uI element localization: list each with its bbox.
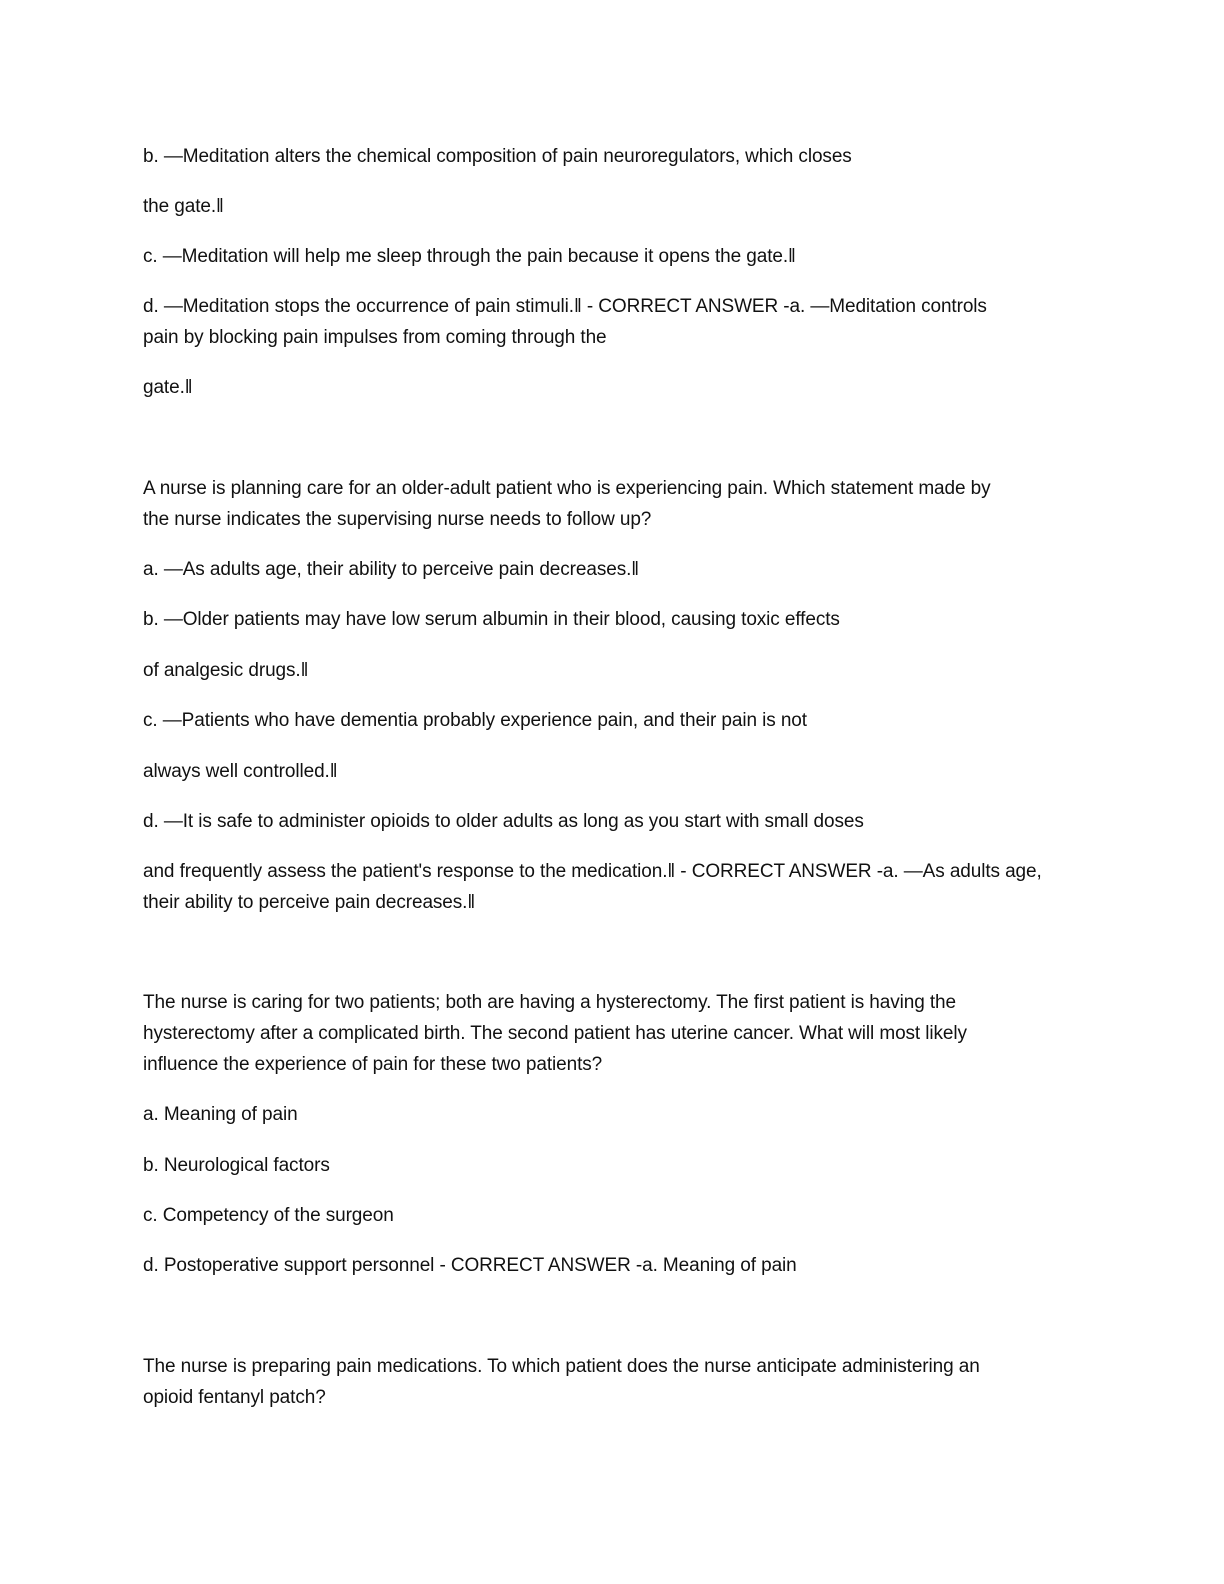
text-line: always well controlled.‖	[143, 761, 338, 782]
text-line: b. —Meditation alters the chemical composition of pain neuroregulators, which closes	[143, 146, 852, 167]
text-line: c. —Patients who have dementia probably experience pain, and their pain is not	[143, 710, 807, 731]
text-line: their ability to perceive pain decreases.‖	[143, 892, 476, 913]
text-line: c. Competency of the surgeon	[143, 1205, 394, 1226]
text-line: d. —Meditation stops the occurrence of pain stimuli.‖ - CORRECT ANSWER -a. —Meditation controls	[143, 296, 987, 317]
text-line: d. —It is safe to administer opioids to older adults as long as you start with small doses	[143, 811, 864, 832]
text-line: and frequently assess the patient's response to the medication.‖ - CORRECT ANSWER -a. —As adults age,	[143, 861, 1042, 882]
text-line: a. —As adults age, their ability to perceive pain decreases.‖	[143, 559, 640, 580]
text-line: A nurse is planning care for an older-adult patient who is experiencing pain. Which statement made by	[143, 478, 991, 499]
text-line: The nurse is preparing pain medications. To which patient does the nurse anticipate administering an	[143, 1356, 980, 1377]
text-line: influence the experience of pain for these two patients?	[143, 1054, 603, 1075]
text-line: hysterectomy after a complicated birth. The second patient has uterine cancer. What will most likely	[143, 1023, 967, 1044]
text-line: a. Meaning of pain	[143, 1104, 298, 1125]
text-line: pain by blocking pain impulses from coming through the	[143, 327, 607, 348]
text-line: b. —Older patients may have low serum albumin in their blood, causing toxic effects	[143, 609, 840, 630]
text-line: The nurse is caring for two patients; both are having a hysterectomy. The first patient is having the	[143, 992, 956, 1013]
text-line: b. Neurological factors	[143, 1155, 330, 1176]
text-line: opioid fentanyl patch?	[143, 1387, 326, 1408]
text-line: the nurse indicates the supervising nurse needs to follow up?	[143, 509, 652, 530]
text-line: gate.‖	[143, 377, 193, 398]
text-line: the gate.‖	[143, 196, 224, 217]
text-line: of analgesic drugs.‖	[143, 660, 309, 681]
text-line: d. Postoperative support personnel - CORRECT ANSWER -a. Meaning of pain	[143, 1255, 797, 1276]
text-line: c. —Meditation will help me sleep through the pain because it opens the gate.‖	[143, 246, 796, 267]
